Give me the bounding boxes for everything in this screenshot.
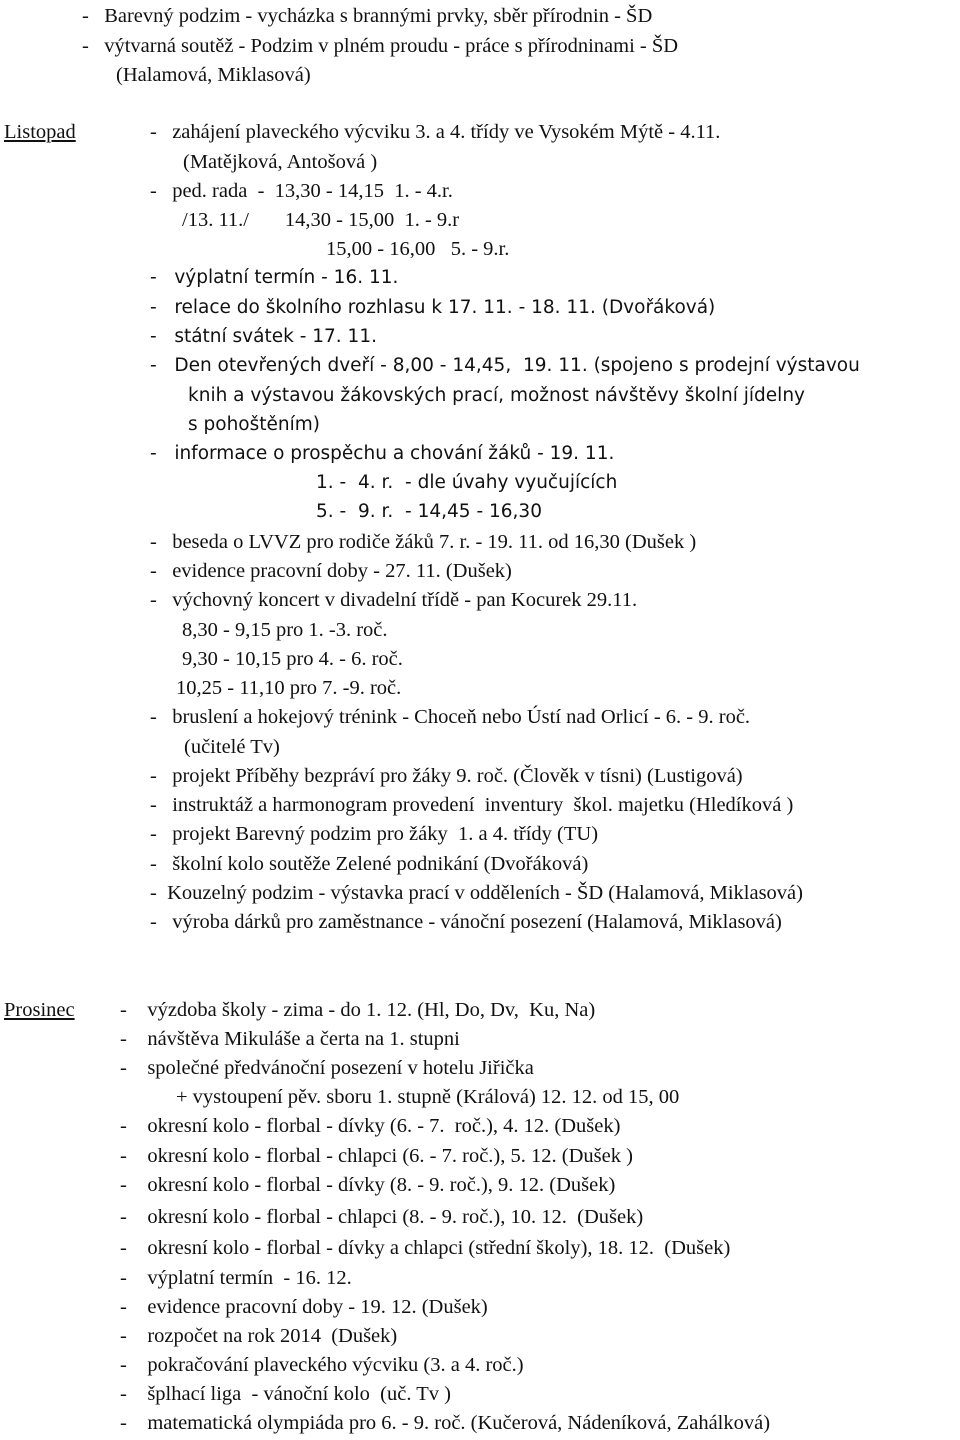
listopad-line: 10,25 - 11,10 pro 7. -9. roč. (176, 677, 402, 699)
listopad-line: - Kouzelný podzim - výstavka prací v odděleních - ŠD (Halamová, Miklasová) (150, 882, 803, 904)
listopad-line: - bruslení a hokejový trénink - Choceň nebo Ústí nad Orlicí - 6. - 9. roč. (150, 706, 751, 728)
intro-line: (Halamová, Miklasová) (116, 64, 311, 86)
listopad-line: - výchovný koncert v divadelní třídě - pan Kocurek 29.11. (150, 589, 638, 611)
listopad-line: knih a výstavou žákovských prací, možnost návštěvy školní jídelny (188, 385, 805, 406)
prosinec-line: - výplatní termín - 16. 12. (120, 1267, 352, 1289)
prosinec-line: - společné předvánoční posezení v hotelu Jiřička (120, 1057, 534, 1079)
listopad-line: (Matějková, Antošová ) (183, 151, 378, 173)
listopad-line: - projekt Příběhy bezpráví pro žáky 9. roč. (Člověk v tísni) (Lustigová) (150, 765, 743, 787)
prosinec-line: - šplhací liga - vánoční kolo (uč. Tv ) (120, 1383, 451, 1405)
prosinec-line: - okresní kolo - florbal - dívky (6. - 7. roč.), 4. 12. (Dušek) (120, 1115, 621, 1137)
listopad-line: 1. - 4. r. - dle úvahy vyučujících (316, 472, 618, 493)
listopad-line: - beseda o LVVZ pro rodiče žáků 7. r. - 19. 11. od 16,30 (Dušek ) (150, 531, 697, 553)
listopad-line: - relace do školního rozhlasu k 17. 11. - 18. 11. (Dvořáková) (150, 297, 716, 318)
listopad-line: 8,30 - 9,15 pro 1. -3. roč. (182, 619, 388, 641)
intro-line: - Barevný podzim - vycházka s brannými prvky, sběr přírodnin - ŠD (82, 5, 653, 27)
listopad-line: - informace o prospěchu a chování žáků - 19. 11. (150, 443, 615, 464)
listopad-line: - výplatní termín - 16. 11. (150, 267, 399, 288)
listopad-line: - státní svátek - 17. 11. (150, 326, 377, 347)
listopad-line: 9,30 - 10,15 pro 4. - 6. roč. (182, 648, 403, 670)
prosinec-line: + vystoupení pěv. sboru 1. stupně (Králová) 12. 12. od 15, 00 (176, 1086, 680, 1108)
listopad-line: - ped. rada - 13,30 - 14,15 1. - 4.r. (150, 180, 453, 202)
prosinec-line: - návštěva Mikuláše a čerta na 1. stupni (120, 1028, 460, 1050)
intro-line: - výtvarná soutěž - Podzim v plném proudu - práce s přírodninami - ŠD (82, 35, 679, 57)
listopad-line: - výroba dárků pro zaměstnance - vánoční posezení (Halamová, Miklasová) (150, 911, 782, 933)
listopad-line: - zahájení plaveckého výcviku 3. a 4. třídy ve Vysokém Mýtě - 4.11. (150, 121, 721, 143)
prosinec-line: - okresní kolo - florbal - chlapci (6. - 7. roč.), 5. 12. (Dušek ) (120, 1145, 633, 1167)
listopad-line: 15,00 - 16,00 5. - 9.r. (326, 238, 510, 260)
prosinec-line: - evidence pracovní doby - 19. 12. (Dušek) (120, 1296, 488, 1318)
listopad-line: s pohoštěním) (188, 414, 321, 435)
listopad-line: /13. 11./ 14,30 - 15,00 1. - 9.r (182, 209, 460, 231)
prosinec-line: - pokračování plaveckého výcviku (3. a 4. roč.) (120, 1354, 524, 1376)
listopad-line: - školní kolo soutěže Zelené podnikání (Dvořáková) (150, 853, 589, 875)
prosinec-line: - výzdoba školy - zima - do 1. 12. (Hl, Do, Dv, Ku, Na) (120, 999, 596, 1021)
listopad-line: - Den otevřených dveří - 8,00 - 14,45, 19. 11. (spojeno s prodejní výstavou (150, 355, 860, 376)
prosinec-line: - okresní kolo - florbal - chlapci (8. - 9. roč.), 10. 12. (Dušek) (120, 1206, 644, 1228)
prosinec-line: - okresní kolo - florbal - dívky (8. - 9. roč.), 9. 12. (Dušek) (120, 1174, 616, 1196)
section-heading-prosinec: Prosinec (4, 999, 75, 1021)
listopad-line: - projekt Barevný podzim pro žáky 1. a 4. třídy (TU) (150, 823, 599, 845)
section-heading-listopad: Listopad (4, 121, 76, 143)
listopad-line: (učitelé Tv) (184, 736, 280, 758)
prosinec-line: - okresní kolo - florbal - dívky a chlapci (střední školy), 18. 12. (Dušek) (120, 1237, 731, 1259)
prosinec-line: - matematická olympiáda pro 6. - 9. roč. (Kučerová, Nádeníková, Zahálková) (120, 1412, 771, 1434)
listopad-line: - instruktáž a harmonogram provedení inventury škol. majetku (Hledíková ) (150, 794, 794, 816)
listopad-line: - evidence pracovní doby - 27. 11. (Dušek) (150, 560, 512, 582)
listopad-line: 5. - 9. r. - 14,45 - 16,30 (316, 501, 542, 522)
prosinec-line: - rozpočet na rok 2014 (Dušek) (120, 1325, 398, 1347)
